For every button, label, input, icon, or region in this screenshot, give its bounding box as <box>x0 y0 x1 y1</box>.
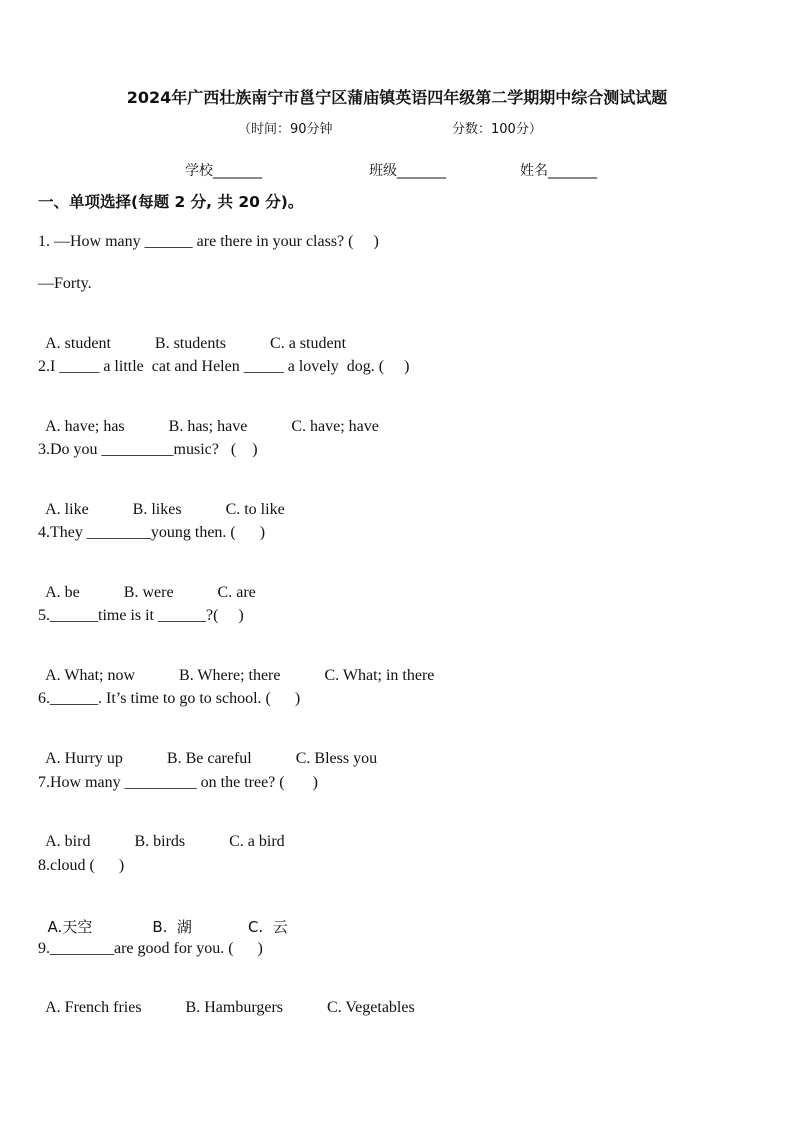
question-5-options <box>38 649 434 685</box>
question-6: 6.______. It’s time to go to school. ( ) <box>38 690 301 707</box>
question-8: 8.cloud ( ) <box>38 857 125 874</box>
option-b: B. Where; there <box>179 667 281 684</box>
question-1-answer: —Forty. <box>38 275 92 292</box>
class-field: 班级_______ <box>369 163 446 179</box>
exam-title: 2024年广西壮族南宁市邕宁区蒲庙镇英语四年级第二学期期中综合测试试题 <box>126 88 668 107</box>
exam-score: 分数：100分） <box>452 122 542 137</box>
option-b: B. Hamburgers <box>185 999 284 1016</box>
option-b: B. likes <box>132 501 182 518</box>
option-a: A. What; now <box>45 667 136 684</box>
option-c: C. a bird <box>229 833 285 850</box>
question-7: 7.How many _________ on the tree? ( ) <box>38 774 318 791</box>
question-6-options <box>38 732 377 768</box>
question-2-options <box>38 400 379 436</box>
question-4: 4.They ________young then. ( ) <box>38 524 266 541</box>
question-9: 9.________are good for you. ( ) <box>38 940 263 957</box>
option-a: A. bird <box>45 833 91 850</box>
question-9-options <box>38 981 415 1017</box>
option-c: C. Bless you <box>295 750 378 767</box>
option-b: B. students <box>154 335 227 352</box>
question-5: 5.______time is it ______?( ) <box>38 607 244 624</box>
option-c: C. 云 <box>247 918 288 936</box>
option-b: B. has; have <box>168 418 248 435</box>
option-a: A. Hurry up <box>45 750 123 767</box>
name-field: 姓名_______ <box>520 163 597 179</box>
option-c: C. are <box>217 584 256 601</box>
option-a: A.天空 <box>47 918 93 936</box>
school-field: 学校_______ <box>185 163 262 179</box>
section-title: 一、单项选择(每题 2 分, 共 20 分)。 <box>38 193 304 211</box>
option-a: A. student <box>45 335 111 352</box>
option-b: B. birds <box>134 833 186 850</box>
option-c: C. What; in there <box>324 667 435 684</box>
question-8-options <box>38 898 288 937</box>
option-a: A. be <box>45 584 80 601</box>
option-b: B. 湖 <box>152 918 192 936</box>
option-b: B. were <box>123 584 174 601</box>
option-c: C. have; have <box>291 418 379 435</box>
option-a: A. have; has <box>45 418 125 435</box>
option-c: C. to like <box>225 501 285 518</box>
option-b: B. Be careful <box>166 750 252 767</box>
question-7-options <box>38 815 285 851</box>
question-4-options <box>38 566 256 602</box>
question-1: 1. —How many ______ are there in your class? ( ) <box>38 233 379 250</box>
question-3: 3.Do you _________music? ( ) <box>38 441 258 458</box>
exam-time: （时间：90分钟 <box>238 122 333 137</box>
question-3-options <box>38 483 285 519</box>
option-a: A. like <box>45 501 89 518</box>
option-c: C. Vegetables <box>327 999 415 1016</box>
option-a: A. French fries <box>45 999 142 1016</box>
question-1-options <box>38 317 346 353</box>
option-c: C. a student <box>270 335 347 352</box>
question-2: 2.I _____ a little cat and Helen _____ a lovely dog. ( ) <box>38 358 410 375</box>
